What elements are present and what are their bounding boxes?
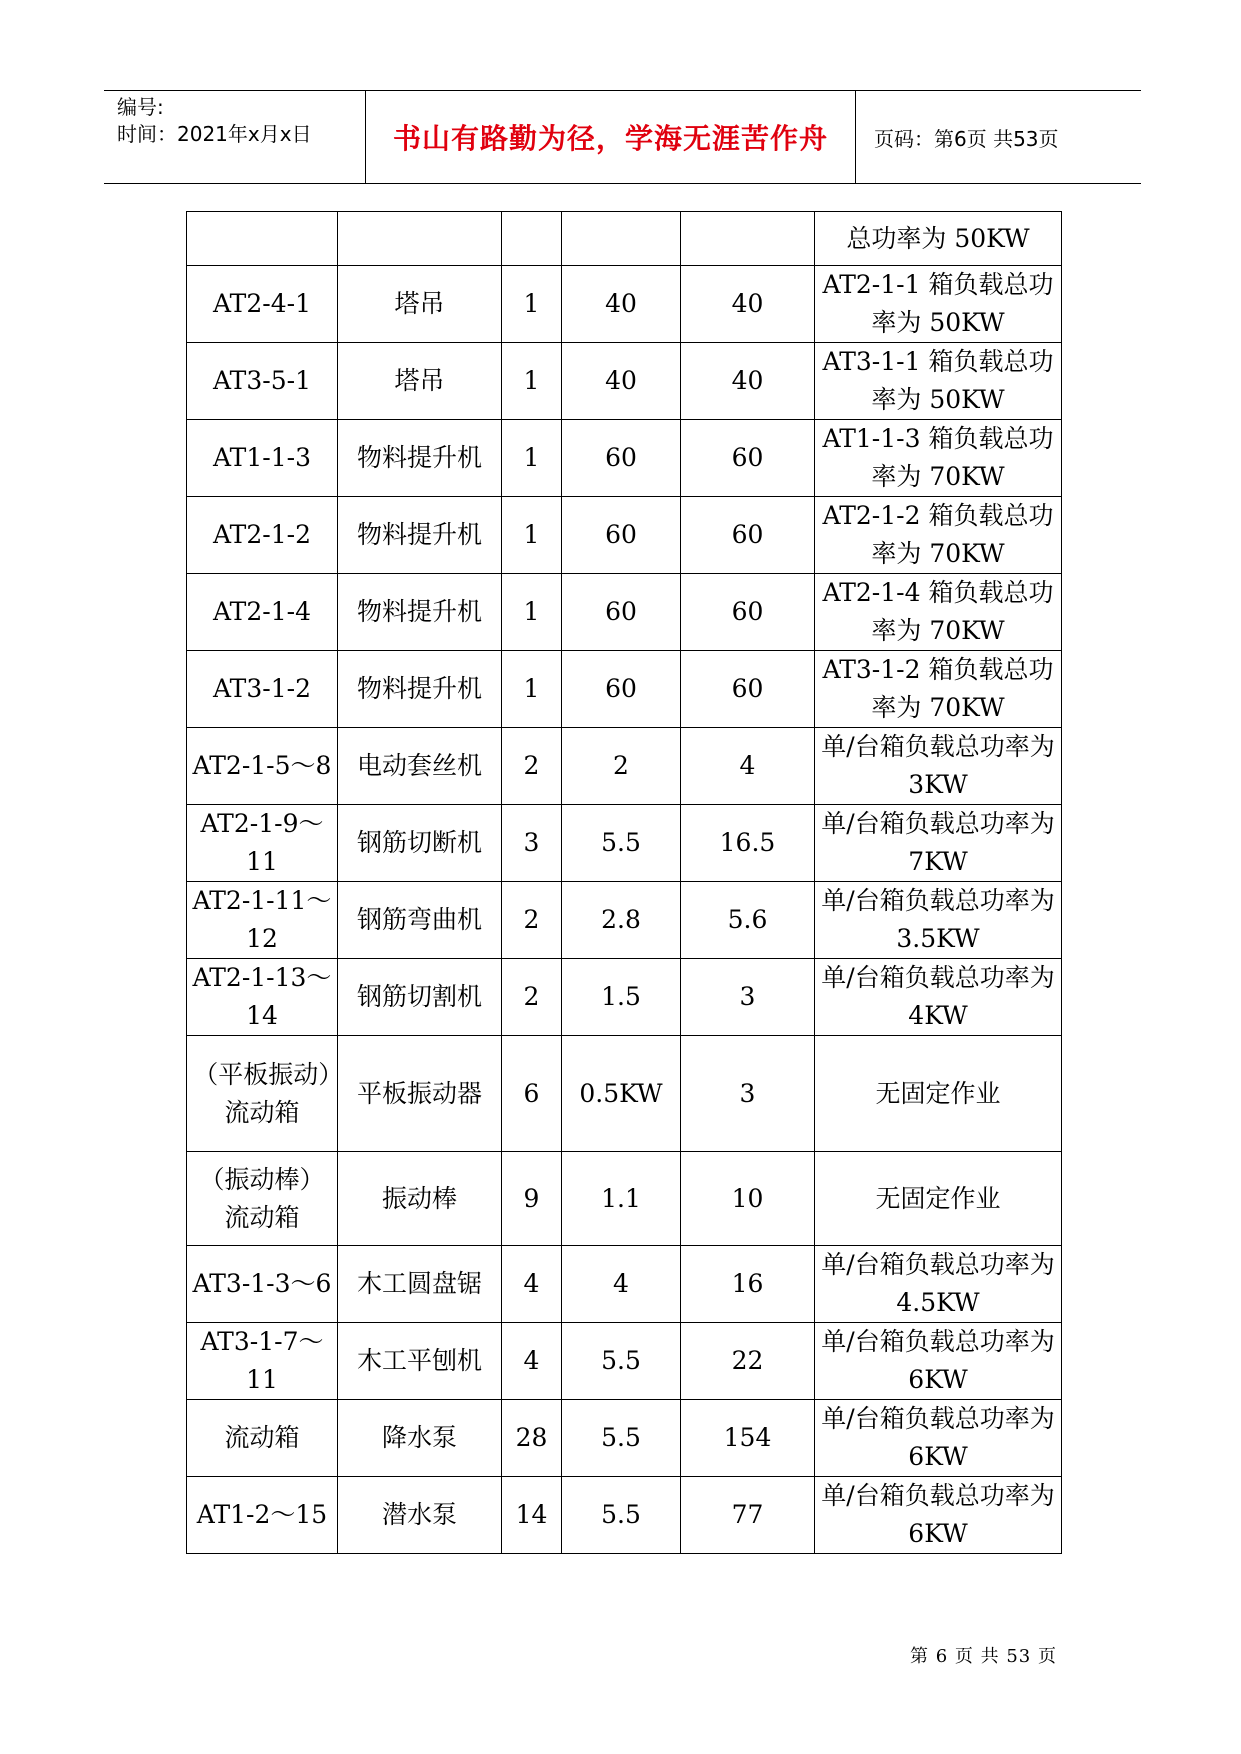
- unit-power-cell: 0.5KW: [562, 1036, 681, 1152]
- total-power-cell: 60: [681, 420, 815, 497]
- total-power-cell: 40: [681, 266, 815, 343]
- table-row: [187, 1400, 1062, 1477]
- box-id-cell: [187, 212, 338, 266]
- equipment-name-cell: 振动棒: [338, 1152, 502, 1246]
- equipment-name-cell: 物料提升机: [338, 574, 502, 651]
- equipment-name-cell: 电动套丝机: [338, 728, 502, 805]
- box-id-cell: AT3-1-2: [187, 651, 338, 728]
- quantity-cell: 4: [502, 1246, 562, 1323]
- total-power-cell: 22: [681, 1323, 815, 1400]
- number-label: 编号:: [117, 95, 164, 119]
- note-cell: 无固定作业: [815, 1036, 1062, 1152]
- unit-power-cell: 60: [562, 651, 681, 728]
- note-cell: 单/台箱负载总功率为 4.5KW: [815, 1246, 1062, 1323]
- table-row: [187, 728, 1062, 805]
- quantity-cell: 1: [502, 266, 562, 343]
- unit-power-cell: 60: [562, 497, 681, 574]
- quantity-cell: 1: [502, 574, 562, 651]
- header-meta: [104, 91, 366, 183]
- quantity-cell: 1: [502, 651, 562, 728]
- quantity-cell: 28: [502, 1400, 562, 1477]
- note-cell: 单/台箱负载总功率为 3KW: [815, 728, 1062, 805]
- total-power-cell: 60: [681, 497, 815, 574]
- quantity-cell: 6: [502, 1036, 562, 1152]
- equipment-table-body: [187, 212, 1062, 1554]
- table-row: [187, 212, 1062, 266]
- equipment-name-cell: 塔吊: [338, 343, 502, 420]
- note-cell: 单/台箱负载总功率为 7KW: [815, 805, 1062, 882]
- note-cell: 单/台箱负载总功率为 6KW: [815, 1323, 1062, 1400]
- total-power-cell: 60: [681, 651, 815, 728]
- note-cell: 总功率为 50KW: [815, 212, 1062, 266]
- box-id-cell: AT3-1-3～6: [187, 1246, 338, 1323]
- box-id-cell: AT1-2～15: [187, 1477, 338, 1554]
- equipment-name-cell: 塔吊: [338, 266, 502, 343]
- box-id-cell: AT2-4-1: [187, 266, 338, 343]
- note-cell: 单/台箱负载总功率为 3.5KW: [815, 882, 1062, 959]
- total-power-cell: 40: [681, 343, 815, 420]
- total-power-cell: 10: [681, 1152, 815, 1246]
- unit-power-cell: 60: [562, 574, 681, 651]
- unit-power-cell: 4: [562, 1246, 681, 1323]
- equipment-name-cell: 降水泵: [338, 1400, 502, 1477]
- quantity-cell: 2: [502, 959, 562, 1036]
- unit-power-cell: 40: [562, 343, 681, 420]
- note-cell: 单/台箱负载总功率为 6KW: [815, 1477, 1062, 1554]
- note-cell: AT3-1-2 箱负载总功率为 70KW: [815, 651, 1062, 728]
- box-id-cell: AT3-1-7～11: [187, 1323, 338, 1400]
- equipment-name-cell: 物料提升机: [338, 420, 502, 497]
- table-row: [187, 1152, 1062, 1246]
- table-row: [187, 959, 1062, 1036]
- note-cell: AT1-1-3 箱负载总功率为 70KW: [815, 420, 1062, 497]
- total-power-cell: 3: [681, 1036, 815, 1152]
- page-header: [104, 90, 1141, 184]
- header-page-info: 页码：第6页 共53页: [874, 126, 1059, 151]
- unit-power-cell: [562, 212, 681, 266]
- equipment-name-cell: 钢筋切割机: [338, 959, 502, 1036]
- total-power-cell: 154: [681, 1400, 815, 1477]
- unit-power-cell: 5.5: [562, 1400, 681, 1477]
- unit-power-cell: 40: [562, 266, 681, 343]
- total-power-cell: [681, 212, 815, 266]
- equipment-name-cell: 平板振动器: [338, 1036, 502, 1152]
- quantity-cell: 3: [502, 805, 562, 882]
- equipment-name-cell: 钢筋弯曲机: [338, 882, 502, 959]
- unit-power-cell: 2: [562, 728, 681, 805]
- box-id-cell: AT2-1-2: [187, 497, 338, 574]
- total-power-cell: 77: [681, 1477, 815, 1554]
- box-id-cell: AT1-1-3: [187, 420, 338, 497]
- table-row: [187, 420, 1062, 497]
- box-id-cell: AT2-1-11～12: [187, 882, 338, 959]
- total-power-cell: 4: [681, 728, 815, 805]
- total-power-cell: 60: [681, 574, 815, 651]
- equipment-name-cell: 潜水泵: [338, 1477, 502, 1554]
- quantity-cell: 14: [502, 1477, 562, 1554]
- box-id-cell: 流动箱: [187, 1400, 338, 1477]
- total-power-cell: 3: [681, 959, 815, 1036]
- equipment-name-cell: [338, 212, 502, 266]
- table-row: [187, 574, 1062, 651]
- table-row: [187, 805, 1062, 882]
- table-row: [187, 1323, 1062, 1400]
- total-power-cell: 5.6: [681, 882, 815, 959]
- equipment-name-cell: 木工平刨机: [338, 1323, 502, 1400]
- table-row: [187, 651, 1062, 728]
- quantity-cell: 2: [502, 882, 562, 959]
- equipment-name-cell: 物料提升机: [338, 651, 502, 728]
- unit-power-cell: 5.5: [562, 1477, 681, 1554]
- note-cell: AT2-1-4 箱负载总功率为 70KW: [815, 574, 1062, 651]
- box-id-cell: AT3-5-1: [187, 343, 338, 420]
- box-id-cell: AT2-1-4: [187, 574, 338, 651]
- note-cell: AT2-1-2 箱负载总功率为 70KW: [815, 497, 1062, 574]
- equipment-name-cell: 木工圆盘锯: [338, 1246, 502, 1323]
- quantity-cell: 1: [502, 497, 562, 574]
- unit-power-cell: 5.5: [562, 805, 681, 882]
- equipment-table: [186, 211, 1062, 1554]
- box-id-cell: AT2-1-13～14: [187, 959, 338, 1036]
- table-row: [187, 266, 1062, 343]
- box-id-cell: （平板振动）流动箱: [187, 1036, 338, 1152]
- quantity-cell: 9: [502, 1152, 562, 1246]
- table-row: [187, 1246, 1062, 1323]
- quantity-cell: [502, 212, 562, 266]
- quantity-cell: 4: [502, 1323, 562, 1400]
- table-row: [187, 343, 1062, 420]
- box-id-cell: （振动棒）流动箱: [187, 1152, 338, 1246]
- table-row: [187, 882, 1062, 959]
- header-motto: 书山有路勤为径，学海无涯苦作舟: [366, 91, 856, 183]
- unit-power-cell: 5.5: [562, 1323, 681, 1400]
- total-power-cell: 16: [681, 1246, 815, 1323]
- unit-power-cell: 1.1: [562, 1152, 681, 1246]
- unit-power-cell: 2.8: [562, 882, 681, 959]
- table-row: [187, 1477, 1062, 1554]
- unit-power-cell: 60: [562, 420, 681, 497]
- quantity-cell: 1: [502, 420, 562, 497]
- note-cell: AT3-1-1 箱负载总功率为 50KW: [815, 343, 1062, 420]
- page-footer: 第 6 页 共 53 页: [910, 1646, 1057, 1667]
- table-row: [187, 1036, 1062, 1152]
- unit-power-cell: 1.5: [562, 959, 681, 1036]
- total-power-cell: 16.5: [681, 805, 815, 882]
- box-id-cell: AT2-1-5～8: [187, 728, 338, 805]
- quantity-cell: 2: [502, 728, 562, 805]
- table-row: [187, 497, 1062, 574]
- equipment-name-cell: 钢筋切断机: [338, 805, 502, 882]
- note-cell: 单/台箱负载总功率为 6KW: [815, 1400, 1062, 1477]
- quantity-cell: 1: [502, 343, 562, 420]
- note-cell: 单/台箱负载总功率为 4KW: [815, 959, 1062, 1036]
- time-label: 时间：2021年x月x日: [117, 122, 312, 146]
- note-cell: AT2-1-1 箱负载总功率为 50KW: [815, 266, 1062, 343]
- note-cell: 无固定作业: [815, 1152, 1062, 1246]
- equipment-name-cell: 物料提升机: [338, 497, 502, 574]
- box-id-cell: AT2-1-9～11: [187, 805, 338, 882]
